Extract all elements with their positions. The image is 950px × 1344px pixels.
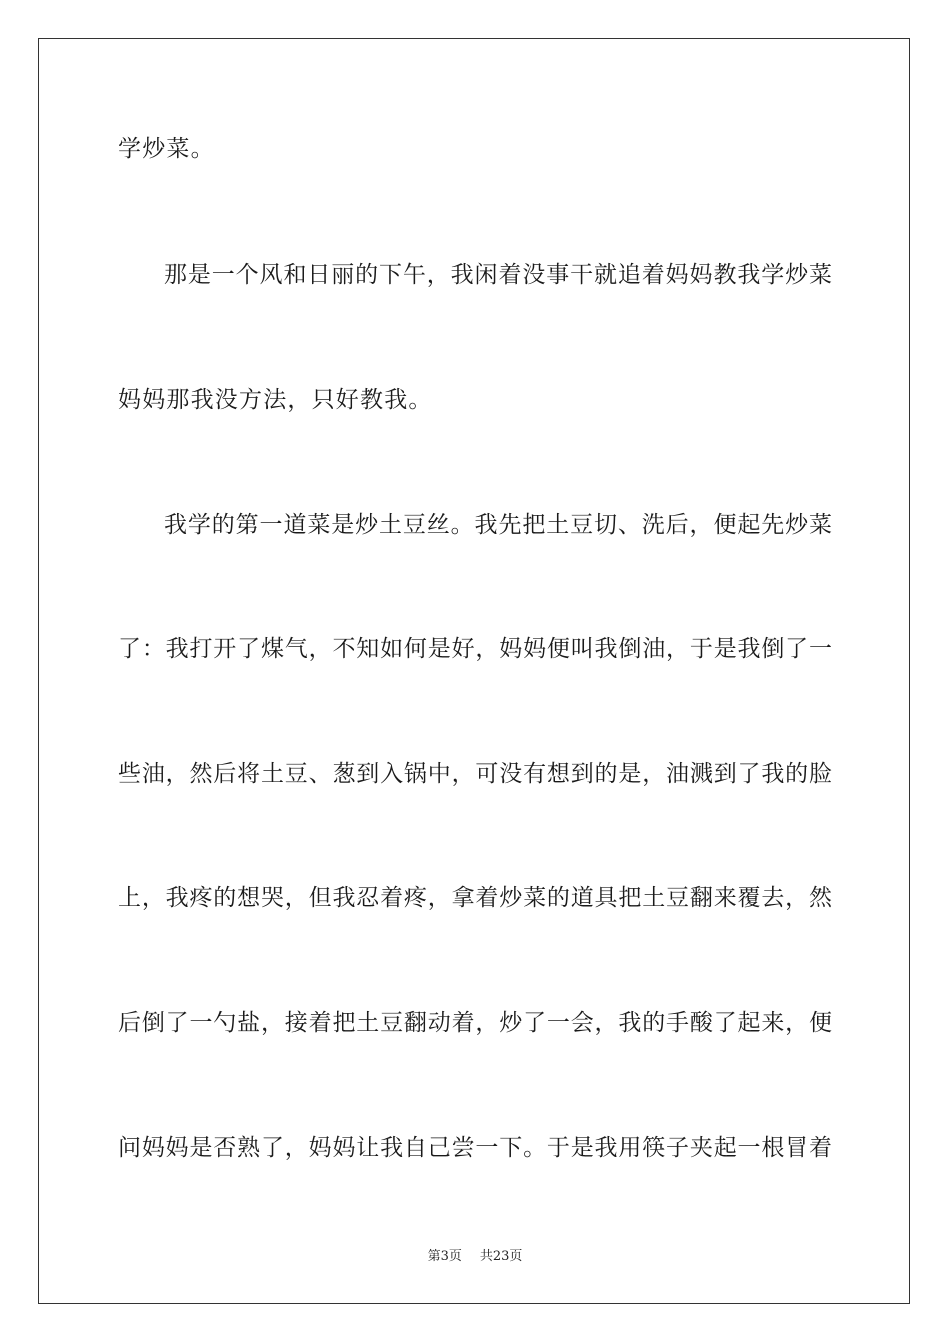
page-border — [38, 38, 910, 1304]
text-line-4: 我学的第一道菜是炒土豆丝。我先把土豆切、洗后，便起先炒菜 — [164, 512, 832, 538]
page-number: 第3页 — [427, 1249, 462, 1264]
page-total: 共23页 — [479, 1249, 523, 1264]
text-line-5: 了：我打开了煤气，不知如何是好，妈妈便叫我倒油，于是我倒了一 — [118, 636, 832, 662]
text-line-8: 后倒了一勺盐，接着把土豆翻动着，炒了一会，我的手酸了起来，便 — [118, 1010, 832, 1036]
text-line-7: 上，我疼的想哭，但我忍着疼，拿着炒菜的道具把土豆翻来覆去，然 — [118, 885, 832, 911]
text-line-9: 问妈妈是否熟了，妈妈让我自己尝一下。于是我用筷子夹起一根冒着 — [118, 1135, 832, 1161]
page-footer — [0, 1248, 950, 1266]
text-line-3: 妈妈那我没方法，只好教我。 — [118, 387, 433, 413]
text-line-6: 些油，然后将土豆、葱到入锅中，可没有想到的是，油溅到了我的脸 — [118, 761, 832, 787]
text-line-1: 学炒菜。 — [118, 136, 215, 162]
text-line-2: 那是一个风和日丽的下午，我闲着没事干就追着妈妈教我学炒菜 — [164, 262, 832, 288]
